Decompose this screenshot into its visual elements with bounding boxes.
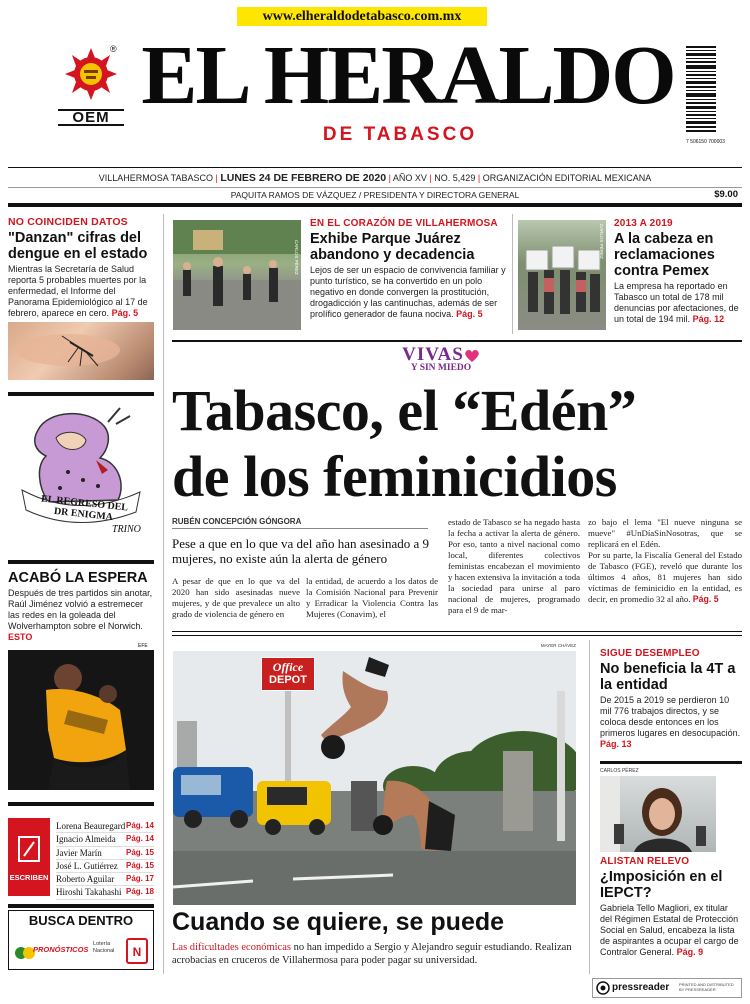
main-photo-credit: MAYER CHÁVEZ [540, 643, 576, 648]
oem-logo: OEM [58, 44, 124, 124]
caption-rest: no han impedido a Sergio y Alejandro seguir estudiando. Realizan acrobacias en cruceros de Villahermosa para poder pagar su universidad. [172, 942, 572, 966]
page-ref: ESTO [8, 632, 33, 642]
page-ref: Pág. 5 [456, 309, 483, 319]
desempleo-story[interactable] [600, 648, 742, 750]
columnist-name: Roberto Aguilar [56, 874, 115, 885]
masthead-subtitle: DE TABASCO [322, 124, 478, 145]
dateline: VILLAHERMOSA TABASCO | LUNES 24 DE FEBRERO DE 2020 | AÑO XV | NO. 5,429 | ORGANIZACIÓN EDITORIAL MEXICANA [98, 172, 652, 184]
dateline-year: AÑO XV [392, 173, 427, 183]
page-ref: Pág. 5 [111, 308, 139, 318]
iepct-story[interactable] [600, 856, 742, 958]
sin-miedo: Y SIN MIEDO [410, 363, 472, 373]
headline: ¿Imposición en el IEPCT? [600, 869, 723, 901]
story-body: De 2015 a 2019 se perdieron 10 mil 776 trabajos directos, y se coloca desde entonces en los primeros lugares en desocupación. [600, 695, 741, 738]
cartoon-caption: EL REGRESO DEL DR ENIGMA [40, 493, 129, 524]
site-url[interactable]: www.elheraldodetabasco.com.mx [237, 7, 487, 26]
columnist-row[interactable] [56, 886, 154, 899]
columnist-name: Ignacio Almeida [56, 834, 116, 845]
main-photo-headline: Cuando se quiere, se puede [172, 908, 505, 936]
columnist-row[interactable] [56, 833, 154, 846]
barcode-icon [686, 46, 716, 132]
heart-icon [464, 349, 480, 363]
columnist-name: Lorena Beauregard [56, 821, 126, 831]
acrobats-photo [173, 651, 576, 905]
parque-juarez-photo [173, 220, 301, 330]
dateline-date: LUNES 24 DE FEBRERO DE 2020 [220, 172, 387, 184]
pronosticos-label: PRONÓSTICOS [33, 945, 89, 954]
headline: ACABÓ LA ESPERA [8, 570, 148, 586]
lead-col-1: A pesar de que en lo que va del 2020 han sido asesinadas nueve mujeres, y de que prevalece un alto grado de violencia de género en [172, 576, 300, 619]
headline: No beneficia la 4T a la entidad [600, 661, 736, 693]
lead-col-3: estado de Tabasco se ha negado hasta la fecha a activar la alerta de género. Por eso, tanto a nivel nacional como local, diferentes colectivos feministas encabezan el movimiento y hacen extensiva la invitación a toda la sociedad para unirse al paro nacional de mujeres, programado para el 9 de mar- [448, 517, 580, 615]
lead-col-4b: Por su parte, la Fiscalía General del Estado de Tabasco (FGE), reveló que durante los últimos 4 años, 81 mujeres han sido víctimas de feminicidio en la entidad, es decir, en promedio 32 al año. [588, 550, 742, 604]
right-low-credit: CARLOS PÉREZ [600, 768, 639, 774]
lead-col-2: la entidad, de acuerdo a los datos de la Comisión Nacional para Prevenir y Erradicar la Violencia Contra las Mujeres (Conavim), el [306, 576, 438, 619]
pemex-protest-photo [518, 220, 606, 330]
columnist-row[interactable] [56, 860, 154, 873]
columnists-box [8, 818, 154, 896]
left-top-story[interactable] [8, 216, 154, 319]
photo-credit: CARLOS PÉREZ [599, 224, 604, 259]
pressreader-note: PRINTED AND DISTRIBUTED BY PRESSREADER [679, 982, 734, 992]
barcode-digits: 7 506150 700003 [686, 139, 725, 145]
lead-byline: RUBÉN CONCEPCIÓN GÓNGORA [172, 517, 428, 529]
lead-col-4 [588, 517, 742, 605]
street-scene [173, 651, 576, 905]
story-body: Lejos de ser un espacio de convivencia familiar y punto turístico, se ha convertido en un polo negativo en donde convergen la prostitución, drogadicción y las cantinuchas, además de ser prolífico generador de fauna nociva. [310, 265, 506, 319]
busca-dentro-box [8, 910, 154, 970]
headline: Exhibe Parque Juárez abandono y decadencia [310, 231, 475, 263]
page-ref: Pág. 12 [692, 314, 725, 324]
svg-text:N: N [132, 945, 142, 959]
vivas-word: VIVAS [402, 344, 464, 365]
columnist-page: Pág. 17 [125, 874, 154, 884]
page-ref: Pág. 5 [692, 594, 719, 604]
pen-icon [16, 834, 42, 864]
columnist-row[interactable] [56, 873, 154, 886]
kicker: NO COINCIDEN DATOS [8, 216, 128, 228]
sports-photo [8, 650, 154, 790]
columnist-page: Pág. 14 [125, 834, 154, 844]
busca-title: BUSCA DENTRO [28, 913, 134, 928]
columnist-name: Hiroshi Takahashi [56, 887, 122, 898]
page-ref: Pág. 9 [676, 947, 704, 957]
escriben-badge [8, 818, 50, 896]
dateline-org: ORGANIZACIÓN EDITORIAL MEXICANA [482, 173, 652, 183]
kicker: ALISTAN RELEVO [600, 856, 690, 867]
sign-line-2: DEPOT [269, 674, 307, 686]
columnist-name: José L. Gutiérrez [56, 860, 118, 871]
columnist-page: Pág. 15 [125, 847, 154, 857]
caption-lead: Las dificultades económicas [172, 942, 291, 953]
headline: A la cabeza en reclamaciones contra Pemex [614, 231, 715, 279]
director-line: PAQUITA RAMOS DE VÁZQUEZ / PRESIDENTA Y DIRECTORA GENERAL [230, 190, 520, 200]
headline: "Danzan" cifras del dengue en el estado [8, 230, 148, 262]
parque-juarez-story[interactable] [310, 218, 508, 320]
story-body: Después de tres partidos sin anotar, Raúl Jiménez volvió a estremecer las redes en la goleada del Wolverhampton sobre el Norwich. [8, 588, 153, 631]
columnist-page: Pág. 15 [125, 860, 154, 870]
lead-col-4a: zo bajo el lema "El nueve ninguna se mueve" #UnDíaSinNosotras, que se replicará en el Edén. [588, 517, 742, 549]
pressreader-icon [596, 981, 610, 995]
lead-headline-2: de los feminicidios [172, 444, 617, 509]
columnist-page: Pág. 18 [125, 887, 154, 897]
lead-deck: Pese a que en lo que va del año han asesinado a 9 mujeres, no existe aún la alerta de género [172, 536, 430, 566]
registered-mark: ® [110, 44, 117, 54]
price: $9.00 [714, 189, 738, 200]
story-body: Mientras la Secretaría de Salud reporta 5 probables muertes por la enfermedad, el Informe del Panorama Epidemiológico al 17 de febrero, aparece en cero. [8, 264, 148, 318]
kicker: EN EL CORAZÓN DE VILLAHERMOSA [310, 218, 498, 229]
page-ref: Pág. 13 [600, 739, 632, 749]
soccer-player-photo [8, 650, 154, 790]
vivas-tag [396, 344, 486, 373]
dateline-city: VILLAHERMOSA TABASCO [98, 173, 213, 183]
columnist-row[interactable] [56, 847, 154, 860]
columnists-list [56, 820, 154, 900]
photo-credit: CARLOS PÉREZ [294, 240, 299, 275]
kicker: SIGUE DESEMPLEO [600, 648, 700, 659]
park-scene [173, 220, 301, 330]
cartoon-signature: TRINO [112, 524, 141, 535]
cartoon [8, 400, 154, 542]
mosquito-icon [8, 322, 154, 380]
lead-headline-1: Tabasco, el “Edén” [172, 378, 637, 443]
story-body: La empresa ha reportado en Tabasco un total de 178 mil denuncias por afectaciones, de un total de 194 mil. [614, 281, 739, 324]
gabriela-photo [600, 776, 716, 852]
protest-scene [518, 220, 606, 330]
mosquito-photo [8, 322, 154, 380]
dateline-number: NO. 5,429 [434, 173, 476, 183]
sign-line-1: Office [272, 660, 304, 674]
pressreader-label: pressreader [612, 982, 670, 993]
loteria-label: Lotería Nacional [93, 941, 115, 954]
masthead-title: EL HERALDO [141, 29, 675, 122]
sports-credit: EFE [138, 643, 148, 649]
columnist-name: Javier Marín [56, 847, 102, 858]
office-depot-sign [261, 657, 315, 691]
loteria-logo-icon [125, 937, 149, 965]
pemex-story[interactable] [614, 218, 742, 325]
story-body: Gabriela Tello Magliori, ex titular del Régimen Estatal de Protección Social en Salud, encabeza la lista de aspirantes a ocupar el cargo de Contralor General. [600, 903, 739, 957]
kicker: 2013 A 2019 [614, 218, 673, 229]
main-photo-caption [172, 941, 582, 967]
barcode [686, 46, 725, 146]
columnist-page: Pág. 14 [125, 821, 154, 830]
escriben-label: ESCRIBEN [9, 873, 49, 882]
columnist-row[interactable] [56, 820, 154, 833]
pressreader-badge[interactable] [592, 978, 742, 998]
sports-story[interactable] [8, 570, 154, 643]
portrait [600, 776, 716, 852]
